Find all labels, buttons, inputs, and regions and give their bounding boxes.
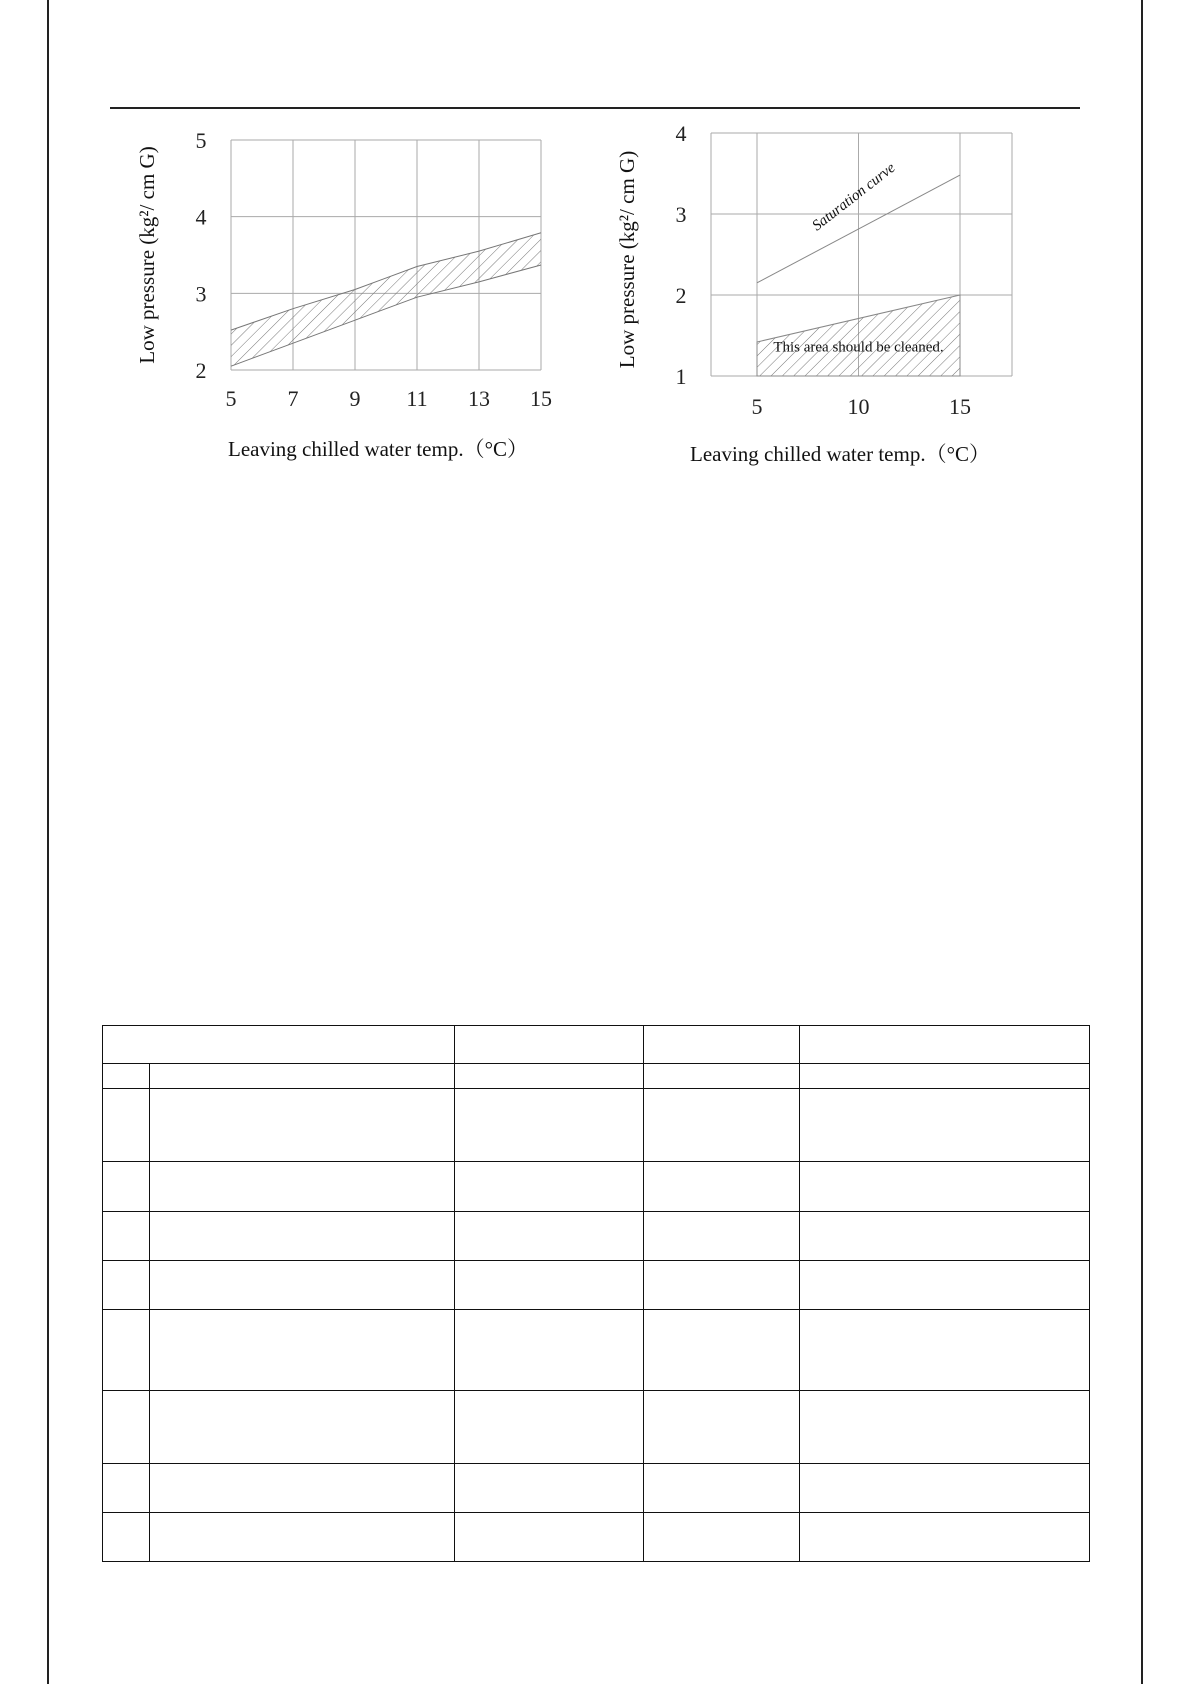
chart-low-pressure-band [130, 118, 570, 478]
table-cell [150, 1464, 455, 1513]
x-tick-label: 5 [225, 386, 237, 411]
table-cell [103, 1513, 150, 1562]
header-rule [110, 107, 1080, 109]
table-cell [800, 1310, 1090, 1391]
x-tick-label: 15 [530, 386, 552, 411]
saturation-curve-label: Saturation curve [809, 159, 899, 235]
table-cell [455, 1391, 644, 1464]
data-table [102, 1025, 1090, 1562]
table-row [103, 1064, 1090, 1089]
table-cell [644, 1089, 800, 1162]
table-cell [150, 1212, 455, 1261]
table-cell [455, 1261, 644, 1310]
x-tick-label: 5 [751, 394, 763, 419]
x-tick-label: 15 [949, 394, 971, 419]
table-cell [644, 1162, 800, 1212]
table-cell [455, 1310, 644, 1391]
y-tick-label: 2 [675, 283, 687, 308]
table-cell [455, 1513, 644, 1562]
table-cell [103, 1026, 455, 1064]
table-cell [103, 1464, 150, 1513]
y-tick-label: 2 [195, 358, 207, 383]
table-row [103, 1391, 1090, 1464]
table-cell [150, 1391, 455, 1464]
table-cell [644, 1391, 800, 1464]
table-cell [455, 1212, 644, 1261]
table-cell [150, 1310, 455, 1391]
table-cell [103, 1310, 150, 1391]
x-tick-label: 11 [406, 386, 428, 411]
table-cell [800, 1162, 1090, 1212]
table-cell [455, 1464, 644, 1513]
y-tick-label: 3 [675, 202, 687, 227]
table-cell [103, 1212, 150, 1261]
x-tick-label: 13 [468, 386, 490, 411]
pressure-band-area [231, 233, 541, 366]
y-tick-label: 4 [675, 121, 687, 146]
table-cell [150, 1089, 455, 1162]
table-cell [800, 1464, 1090, 1513]
table-cell [150, 1064, 455, 1089]
table-cell [800, 1026, 1090, 1064]
table-cell [103, 1162, 150, 1212]
chart-saturation-curve-svg [610, 118, 1030, 478]
table-cell [800, 1212, 1090, 1261]
table-row [103, 1464, 1090, 1513]
table-cell [455, 1026, 644, 1064]
table-cell [644, 1026, 800, 1064]
y-tick-label: 4 [195, 204, 207, 230]
table-cell [103, 1391, 150, 1464]
table-cell [644, 1513, 800, 1562]
table-cell [644, 1064, 800, 1089]
x-axis-title: Leaving chilled water temp.（°C） [690, 442, 990, 466]
chart-saturation-curve [610, 118, 1030, 478]
table-cell [150, 1261, 455, 1310]
y-axis-title: Low pressure (kg²/ cm G) [615, 150, 639, 369]
cleaning-area-label: This area should be cleaned. [773, 339, 944, 356]
table-cell [455, 1162, 644, 1212]
table-cell [644, 1310, 800, 1391]
y-axis-title: Low pressure (kg²/ cm G) [135, 146, 159, 364]
table-cell [800, 1089, 1090, 1162]
page-border-right [1141, 0, 1143, 1684]
table-cell [150, 1162, 455, 1212]
table-row [103, 1513, 1090, 1562]
table-cell [150, 1513, 455, 1562]
y-tick-label: 5 [195, 128, 207, 153]
x-tick-label: 9 [349, 386, 361, 411]
table-cell [103, 1261, 150, 1310]
table-row [103, 1310, 1090, 1391]
table-cell [103, 1064, 150, 1089]
table-row [103, 1089, 1090, 1162]
table-cell [103, 1089, 150, 1162]
table-row [103, 1162, 1090, 1212]
x-axis-title: Leaving chilled water temp.（°C） [228, 437, 528, 461]
table-cell [800, 1261, 1090, 1310]
table-cell [644, 1464, 800, 1513]
x-tick-label: 7 [287, 386, 299, 411]
table-row [103, 1212, 1090, 1261]
table-row [103, 1261, 1090, 1310]
chart-low-pressure-band-svg [130, 118, 570, 478]
table-cell [644, 1261, 800, 1310]
table-cell [455, 1064, 644, 1089]
page-border-left [47, 0, 49, 1684]
table-header-row [103, 1026, 1090, 1064]
table-cell [800, 1064, 1090, 1089]
y-tick-label: 1 [675, 364, 687, 389]
x-tick-label: 10 [847, 394, 870, 419]
table-cell [455, 1089, 644, 1162]
table-cell [800, 1513, 1090, 1562]
y-tick-label: 3 [195, 281, 207, 307]
table-cell [644, 1212, 800, 1261]
table-cell [800, 1391, 1090, 1464]
